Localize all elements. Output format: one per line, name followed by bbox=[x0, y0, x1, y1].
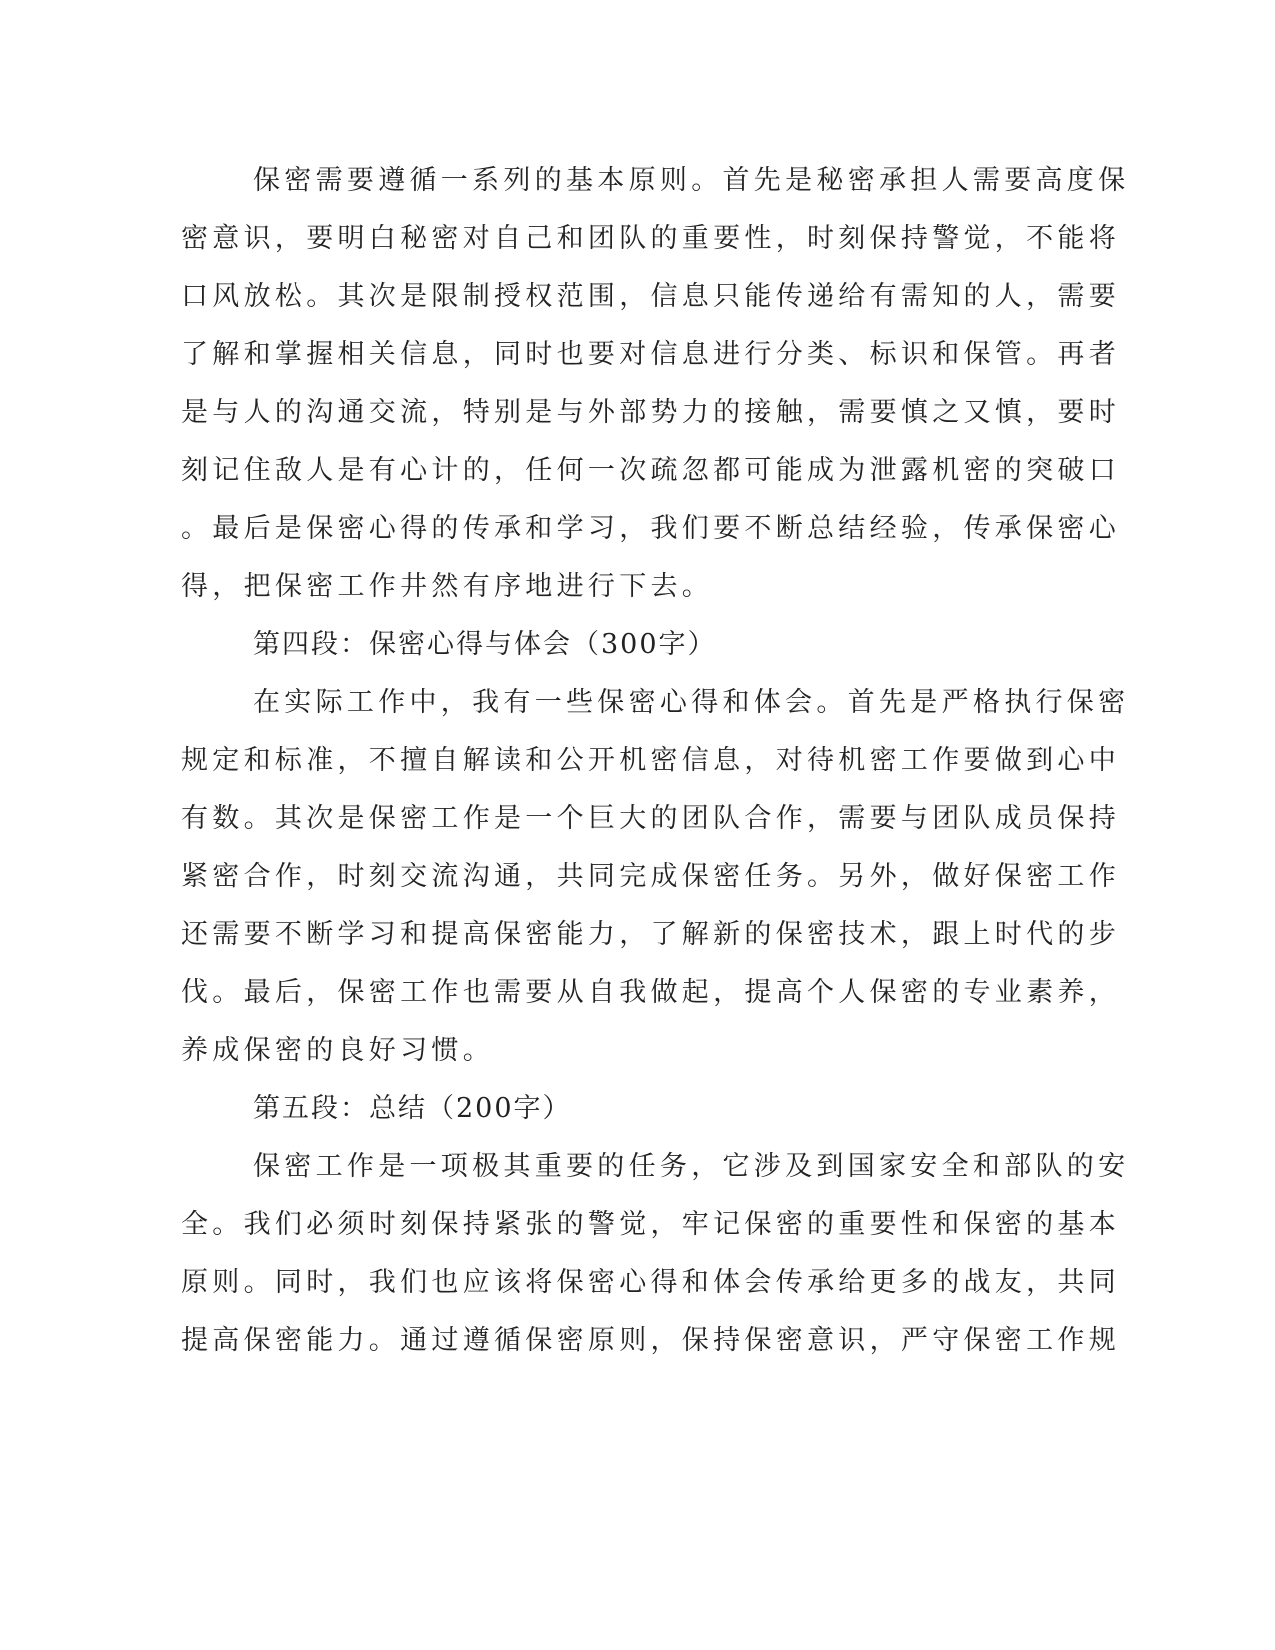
text-line: 紧密合作，时刻交流沟通，共同完成保密任务。另外，做好保密工作 bbox=[181, 861, 1120, 892]
text-line: 在实际工作中，我有一些保密心得和体会。首先是严格执行保密 bbox=[253, 687, 1130, 718]
text-line: 保密工作是一项极其重要的任务，它涉及到国家安全和部队的安 bbox=[253, 1151, 1130, 1182]
text-line: 了解和掌握相关信息，同时也要对信息进行分类、标识和保管。再者 bbox=[181, 339, 1120, 370]
text-line: 口风放松。其次是限制授权范围，信息只能传递给有需知的人，需要 bbox=[181, 281, 1120, 312]
text-line: 有数。其次是保密工作是一个巨大的团队合作，需要与团队成员保持 bbox=[181, 803, 1120, 834]
text-line: 保密需要遵循一系列的基本原则。首先是秘密承担人需要高度保 bbox=[253, 165, 1130, 196]
text-line: 伐。最后，保密工作也需要从自我做起，提高个人保密的专业素养， bbox=[181, 977, 1120, 1008]
text-line: 还需要不断学习和提高保密能力，了解新的保密技术，跟上时代的步 bbox=[181, 919, 1120, 950]
text-line: 全。我们必须时刻保持紧张的警觉，牢记保密的重要性和保密的基本 bbox=[181, 1209, 1120, 1240]
text-line: 规定和标准，不擅自解读和公开机密信息，对待机密工作要做到心中 bbox=[181, 745, 1120, 776]
section-heading: 第五段：总结（200字） bbox=[253, 1093, 572, 1124]
text-line: 养成保密的良好习惯。 bbox=[181, 1035, 494, 1066]
text-line: 提高保密能力。通过遵循保密原则，保持保密意识，严守保密工作规 bbox=[181, 1325, 1120, 1356]
text-line: 。最后是保密心得的传承和学习，我们要不断总结经验，传承保密心 bbox=[181, 513, 1120, 544]
section-heading: 第四段：保密心得与体会（300字） bbox=[253, 629, 717, 660]
text-line: 得，把保密工作井然有序地进行下去。 bbox=[181, 571, 714, 602]
text-line: 原则。同时，我们也应该将保密心得和体会传承给更多的战友，共同 bbox=[181, 1267, 1120, 1298]
text-line: 刻记住敌人是有心计的，任何一次疏忽都可能成为泄露机密的突破口 bbox=[181, 455, 1120, 486]
text-line: 是与人的沟通交流，特别是与外部势力的接触，需要慎之又慎，要时 bbox=[181, 397, 1120, 428]
text-line: 密意识，要明白秘密对自己和团队的重要性，时刻保持警觉，不能将 bbox=[181, 223, 1120, 254]
